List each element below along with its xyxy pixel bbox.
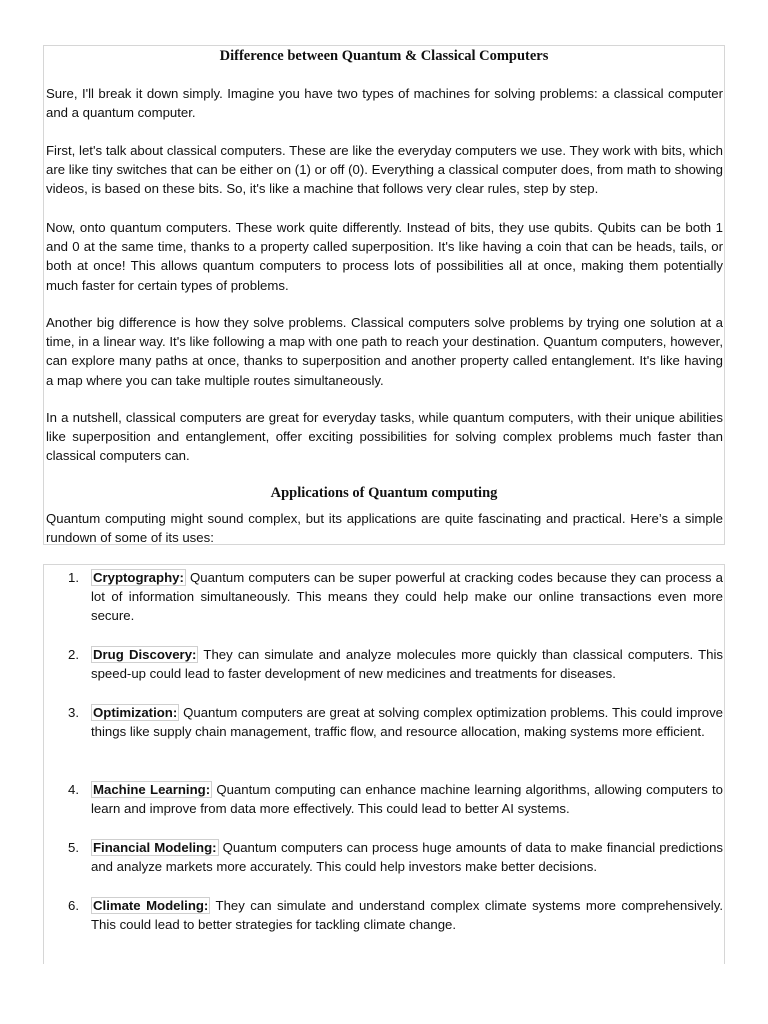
paragraph-quantum: Now, onto quantum computers. These work quite differently. Instead of bits, they use qubits. Qubits can be both 1 and 0 at the same time, thanks to a property called superposition. It's like having a coin that can be heads, tails, or both at once! This allows quantum computers to process lots of possibilities all at once, making them potentially much faster for certain types of problems. bbox=[46, 220, 723, 293]
item-description: Quantum computing can enhance machine learning algorithms, allowing computers to learn and improve from data more effectively. This could lead to better AI systems. bbox=[91, 782, 723, 817]
paragraph-nutshell: In a nutshell, classical computers are great for everyday tasks, while quantum computers, with their unique abilities like superposition and entanglement, offer exciting possibilities for solving complex problems much faster than classical computers can. bbox=[46, 410, 723, 464]
list-number: 2. bbox=[68, 647, 79, 662]
term-financial-modeling: Financial Modeling: bbox=[93, 840, 217, 855]
section-title-applications: Applications of Quantum computing bbox=[270, 485, 498, 501]
item-description: They can simulate and analyze molecules more quickly than classical computers. This speed-up could lead to faster development of new medicines and treatments for diseases. bbox=[91, 647, 723, 682]
term-climate-modeling: Climate Modeling: bbox=[93, 898, 209, 913]
item-description: Quantum computers can process huge amounts of data to make financial predictions and analyze markets more accurately. This could help investors make better decisions. bbox=[91, 840, 723, 875]
paragraph-classical: First, let's talk about classical computers. These are like the everyday computers we use. They work with bits, which are like tiny switches that can be either on (1) or off (0). Everything a classical computer does, from math to showing videos, is based on these bits. So, it's like a machine that follows very clear rules, step by step. bbox=[46, 143, 723, 197]
list-number: 4. bbox=[68, 782, 79, 797]
paragraph-problem-solving: Another big difference is how they solve problems. Classical computers solve problems by trying one solution at a time, in a linear way. It's like following a map with one path to reach your destination. Quantum computers, however, can explore many paths at once, thanks to superposition and another property called entanglement. It's like having a map where you can take multiple routes simultaneously. bbox=[46, 315, 723, 388]
text-box-differences bbox=[43, 45, 725, 545]
item-description: Quantum computers are great at solving complex optimization problems. This could improve things like supply chain management, traffic flow, and resource allocation, making systems more efficient. bbox=[91, 705, 723, 740]
paragraph-applications-intro: Quantum computing might sound complex, but its applications are quite fascinating and practical. Here’s a simple rundown of some of its uses: bbox=[46, 511, 723, 546]
section-title-differences: Difference between Quantum & Classical Computers bbox=[219, 48, 549, 64]
list-number: 1. bbox=[68, 570, 79, 585]
term-machine-learning: Machine Learning: bbox=[93, 782, 211, 797]
item-description: Quantum computers can be super powerful at cracking codes because they can process a lot of information simultaneously. This means they could help make our online transactions even more secure. bbox=[91, 570, 723, 624]
item-description: They can simulate and understand complex climate systems more comprehensively. This could lead to better strategies for tackling climate change. bbox=[91, 898, 724, 933]
paragraph-intro: Sure, I'll break it down simply. Imagine you have two types of machines for solving problems: a classical computer and a quantum computer. bbox=[46, 86, 723, 121]
list-number: 3. bbox=[68, 705, 79, 720]
list-number: 6. bbox=[68, 898, 79, 913]
list-number: 5. bbox=[68, 840, 79, 855]
term-optimization: Optimization: bbox=[93, 705, 178, 720]
term-cryptography: Cryptography: bbox=[93, 570, 184, 585]
text-box-applications-list bbox=[43, 564, 725, 964]
term-drug-discovery: Drug Discovery: bbox=[93, 647, 197, 662]
